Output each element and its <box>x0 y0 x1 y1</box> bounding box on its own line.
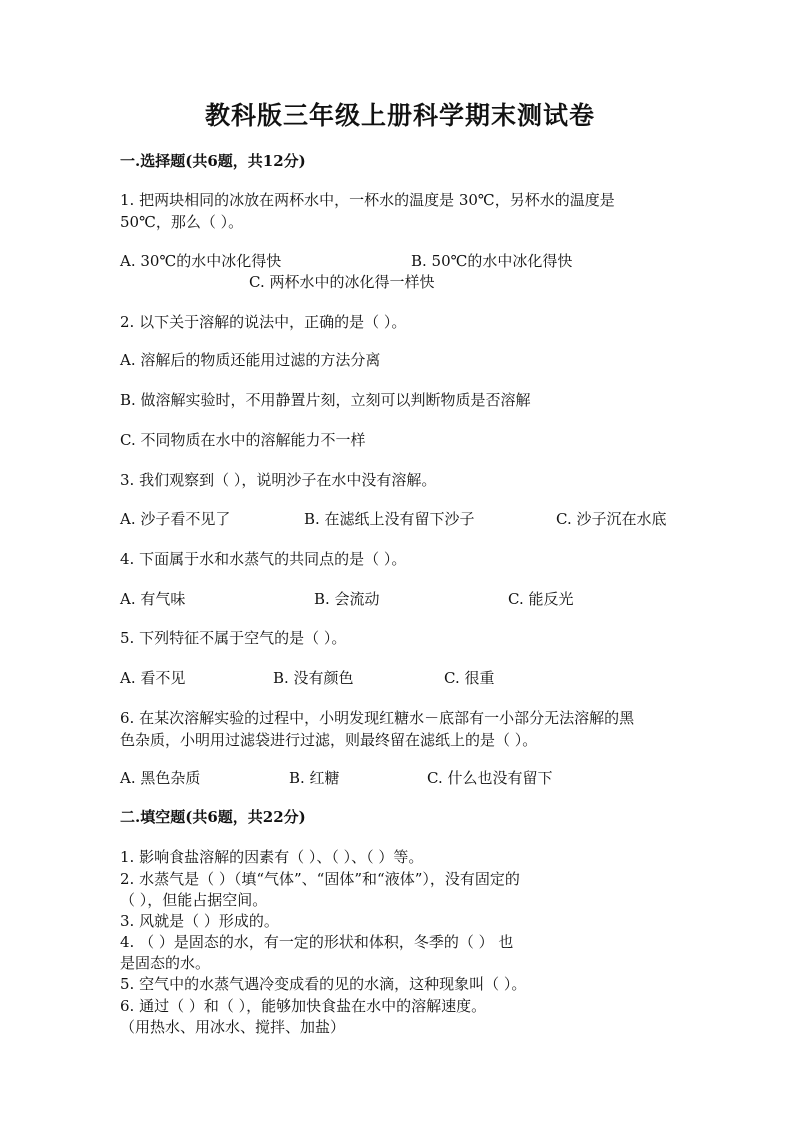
question-3-text: 3. 我们观察到（ ），说明沙子在水中没有溶解。 <box>120 471 437 489</box>
question-1-option-a: A. 30℃的水中冰化得快 <box>120 252 282 270</box>
fill-blank-line-6: 是固态的水。 <box>120 954 211 972</box>
question-1-line-1: 1. 把两块相同的冰放在两杯水中，一杯水的温度是 30℃，另杯水的温度是 <box>120 191 615 209</box>
question-6-option-a: A. 黑色杂质 <box>120 769 201 787</box>
question-3-option-c: C. 沙子沉在水底 <box>556 510 667 528</box>
page-title: 教科版三年级上册科学期末测试卷 <box>204 101 595 130</box>
question-2-option-b: B. 做溶解实验时，不用静置片刻，立刻可以判断物质是否溶解 <box>120 391 531 409</box>
section-1-heading: 一.选择题(共6题，共12分) <box>120 152 306 170</box>
question-2-option-c: C. 不同物质在水中的溶解能力不一样 <box>120 431 366 449</box>
question-2-text: 2. 以下关于溶解的说法中，正确的是（ ）。 <box>120 313 407 331</box>
fill-blank-line-5: 4. （ ）是固态的水，有一定的形状和体积，冬季的（ ） 也 <box>120 933 514 951</box>
question-5-option-c: C. 很重 <box>444 669 495 687</box>
question-1-option-b: B. 50℃的水中冰化得快 <box>411 252 573 270</box>
question-6-line-2: 色杂质，小明用过滤袋进行过滤，则最终留在滤纸上的是（ ）。 <box>120 731 538 749</box>
fill-blank-line-1: 1. 影响食盐溶解的因素有（ ）、（ ）、（ ）等。 <box>120 848 424 866</box>
question-4-option-c: C. 能反光 <box>508 590 574 608</box>
question-1-option-c: C. 两杯水中的冰化得一样快 <box>249 273 435 291</box>
question-1-line-2: 50℃，那么（ ）。 <box>120 213 244 231</box>
question-3-option-b: B. 在滤纸上没有留下沙子 <box>304 510 475 528</box>
question-2-option-a: A. 溶解后的物质还能用过滤的方法分离 <box>120 351 381 369</box>
question-6-option-c: C. 什么也没有留下 <box>427 769 553 787</box>
question-4-option-b: B. 会流动 <box>314 590 380 608</box>
question-4-text: 4. 下面属于水和水蒸气的共同点的是（ ）。 <box>120 550 407 568</box>
question-6-line-1: 6. 在某次溶解实验的过程中，小明发现红糖水－底部有一小部分无法溶解的黑 <box>120 709 635 727</box>
fill-blank-line-3: （ ），但能占据空间。 <box>120 891 268 909</box>
question-4-option-a: A. 有气味 <box>120 590 186 608</box>
question-3-option-a: A. 沙子看不见了 <box>120 510 231 528</box>
fill-blank-line-4: 3. 风就是（ ）形成的。 <box>120 912 279 930</box>
question-5-option-a: A. 看不见 <box>120 669 186 687</box>
question-5-text: 5. 下列特征不属于空气的是（ ）。 <box>120 629 347 647</box>
fill-blank-line-7: 5. 空气中的水蒸气遇冷变成看的见的水滴，这种现象叫（ ）。 <box>120 975 527 993</box>
question-6-option-b: B. 红糖 <box>289 769 340 787</box>
fill-blank-line-8: 6. 通过（ ）和（ ），能够加快食盐在水中的溶解速度。 <box>120 997 487 1015</box>
fill-blank-line-2: 2. 水蒸气是（ ）（填“气体”、“固体”和“液体”），没有固定的 <box>120 870 520 888</box>
question-5-option-b: B. 没有颜色 <box>273 669 354 687</box>
section-2-heading: 二.填空题(共6题，共22分) <box>120 808 306 826</box>
fill-blank-line-9: （用热水、用冰水、搅拌、加盐） <box>120 1018 346 1036</box>
